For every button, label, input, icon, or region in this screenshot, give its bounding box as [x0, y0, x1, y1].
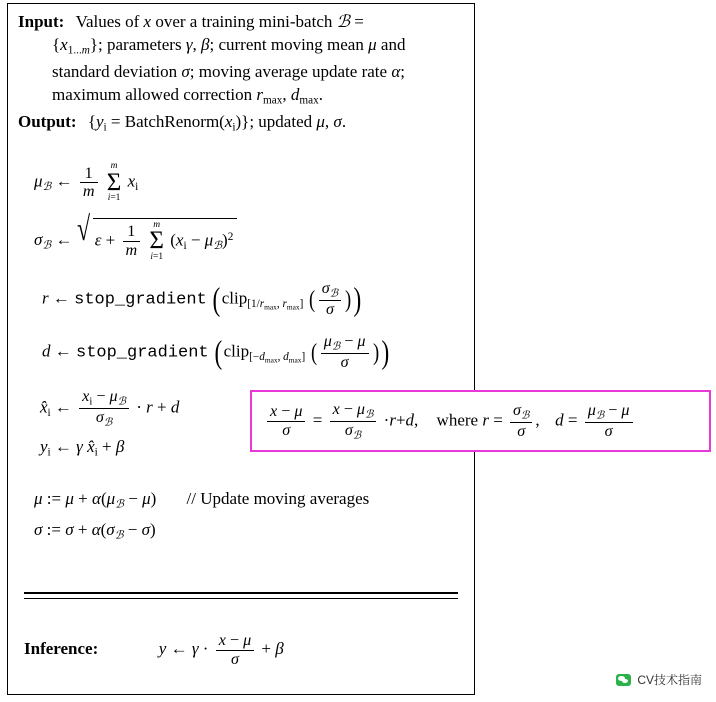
- update-comment: // Update moving averages: [186, 488, 370, 508]
- where-label: where: [436, 410, 479, 430]
- step-sigma-update: σ := $\sigma + \alpha(\sigma_ℬ - \sigma)$: [34, 520, 156, 542]
- inference-row: Inference: y ← γ · $\frac{x - \mu}{\sigma}$ + β: [24, 632, 284, 668]
- input-spec: Input: Values of x over a training mini-batch ℬ = $\{x_{1...m}\}$; parameters γ, β; current moving mean μ and standard deviation σ; moving average update rate α; maximum allowed correction $r_{max}$, $d_{max}$.: [18, 12, 406, 107]
- section-divider: [24, 592, 458, 599]
- watermark-badge: [616, 671, 702, 688]
- algorithm-box: [7, 3, 475, 695]
- step-xhat: $x̂_i$ ← $\frac{x_i - \mu_ℬ}{\sigma_ℬ}$ · r + d: [40, 387, 180, 429]
- inference-label: Inference:: [24, 639, 99, 659]
- stop-gradient-fn: stop_gradient: [74, 290, 207, 310]
- step-sigma-batch: $\sigma_ℬ$ ← √ ε + $\frac{1}{m}$ m Σ i=1 $(x_i - \mu_ℬ)^2$: [34, 218, 474, 265]
- output-spec: Output: {$y_i$ = $BatchRenorm(x_i)$}; updated μ, σ.: [18, 112, 347, 134]
- step-y: $y_i$ ← γ $x̂_i + \beta$: [40, 437, 125, 459]
- algorithm-header: [8, 4, 474, 136]
- step-r: r ← stop_gradient (clip$_{[1/r_{max}, r_{max}]}$ ( $\frac{\sigma_ℬ}{\sigma}$ )): [42, 280, 362, 319]
- step-d: d ← stop_gradient (clip$_{[-d_{max}, d_{max}]}$ ( $\frac{\mu_ℬ - \mu}{\sigma}$ )): [42, 332, 389, 372]
- highlighted-equation: $\frac{x - \mu}{\sigma}$ = $\frac{x - \mu_ℬ}{\sigma_ℬ}$ ·r+d, where r = $\frac{\sigma_ℬ}{\sigma}$ , d = $\frac{\mu_ℬ - \mu}{\sigma}$: [252, 392, 709, 442]
- input-label: Input:: [18, 12, 65, 31]
- watermark-label: CV技术指南: [637, 673, 702, 687]
- highlighted-equation-box: [250, 390, 711, 452]
- algorithm-steps: [8, 136, 474, 542]
- wechat-icon: [616, 674, 631, 686]
- stop-gradient-fn-2: stop_gradient: [76, 343, 209, 363]
- output-label: Output:: [18, 112, 77, 131]
- step-mu-batch: $\mu_ℬ$ ← $\frac{1}{m}$ m Σ i=1 $x_i$: [34, 161, 139, 204]
- step-mu-update: μ := $\mu + \alpha(\mu_ℬ - \mu)$ // Update moving averages: [34, 488, 370, 511]
